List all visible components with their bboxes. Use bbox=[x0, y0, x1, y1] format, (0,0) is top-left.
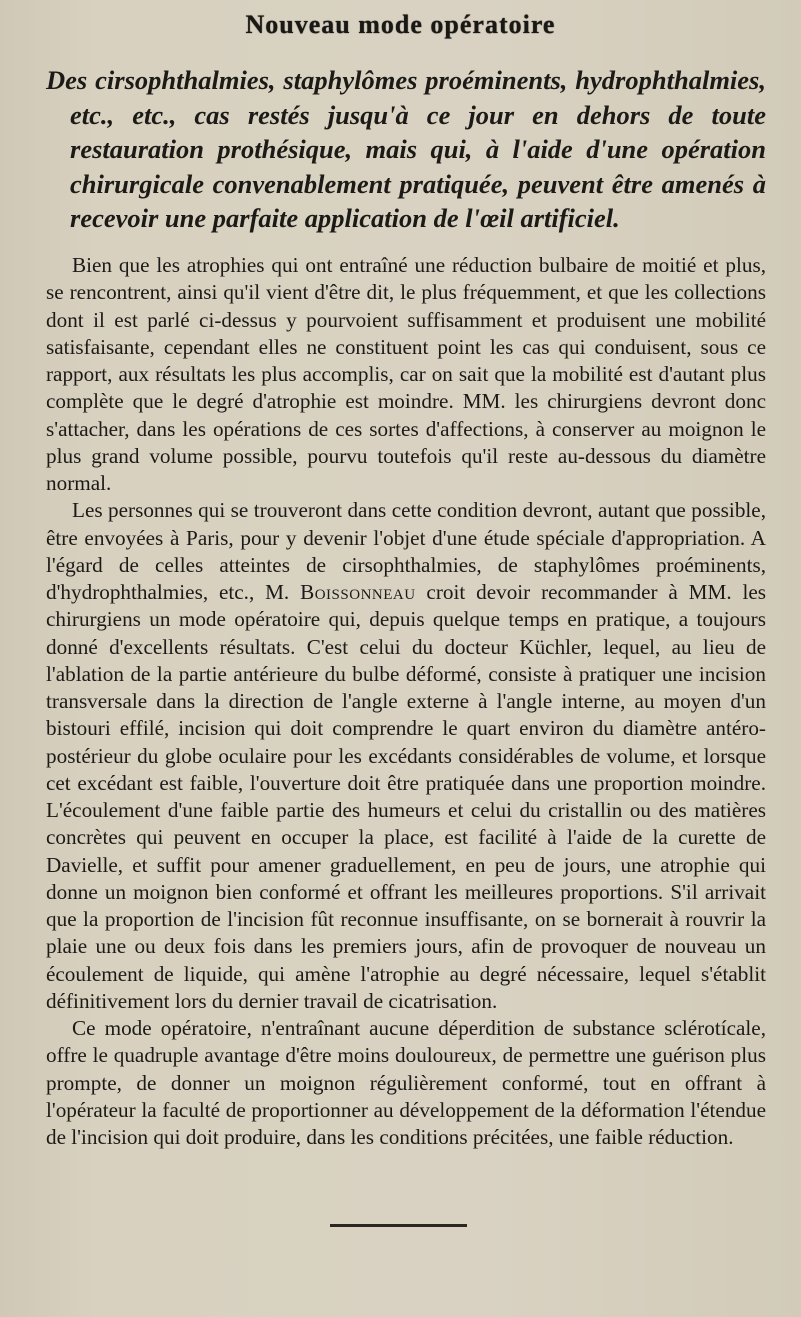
paragraph-2-after: croit devoir recommander à MM. les chirurgiens un mode opératoire qui, depuis quelque temps en pratique, a toujours donné d'excellents résultats. C'est celui du docteur Küchler, lequel, au lieu de l'ablation de la partie antérieure du bulbe déformé, consiste à pratiquer une incision transversale dans la direction de l'angle externe à l'angle interne, au moyen d'un bistouri effilé, incision qui doit comprendre le quart environ du diamètre antéro-postérieur du globe oculaire pour les excédants considérables de volume, et lorsque cet excédant est faible, l'ouverture doit être pratiquée dans une proportion moindre. L'écoulement d'une faible partie des humeurs et celui du cristallin ou des matières concrètes qui peuvent en occuper la place, est facilité à l'aide de la curette de Davielle, et suffit pour amener graduellement, en peu de jours, une atrophie qui donne un moignon bien conformé et offrant les meilleures proportions. S'il arrivait que la proportion de l'incision fût reconnue insuffisante, on se bornerait à rouvrir la plaie une ou deux fois dans les premiers jours, afin de provoquer de nouveau un écoulement de liquide, qui amène l'atrophie au degré nécessaire, lequel s'établit définitivement lors du dernier travail de cicatrisation. bbox=[46, 580, 766, 1013]
paragraph-3: Ce mode opératoire, n'entraînant aucune déperdition de substance sclérotícale, offre le quadruple avantage d'être moins douloureux, de permettre une guérison plus prompte, de donner un moignon régulièrement conformé, tout en offrant à l'opérateur la faculté de proportionner au développement de la déformation l'étendue de l'incision qui doit produire, dans les conditions précitées, une faible réduction. bbox=[46, 1016, 766, 1149]
page-title: Nouveau mode opératoire bbox=[245, 10, 556, 39]
body-text bbox=[46, 252, 766, 1151]
paragraph-2-before: Les personnes qui se trouveront dans cette condition devront, autant que possible, être envoyées à Paris, pour y devenir l'objet d'une étude spéciale d'appropriation. A l'égard de celles atteintes de cirsophthalmies, de staphylômes proéminents, d'hydrophthalmies, etc., M. bbox=[46, 498, 766, 604]
paragraph-2 bbox=[46, 497, 766, 1015]
end-rule bbox=[330, 1224, 467, 1227]
paragraph-1: Bien que les atrophies qui ont entraîné une réduction bulbaire de moitié et plus, se rencontrent, ainsi qu'il vient d'être dit, le plus fréquemment, et que les collections dont il est parlé ci-dessus y pourvoient suffisamment et produisent une mobilité satisfaisante, cependant elles ne constituent point les cas qui conduisent, sous ce rapport, aux résultats les plus accomplis, car on sait que la mobilité est d'autant plus complète que le degré d'atrophie est moindre. MM. les chirurgiens devront donc s'attacher, dans les opérations de ces sortes d'affections, à conserver au moignon le plus grand volume possible, pourvu toutefois qu'il reste au-dessous du diamètre normal. bbox=[46, 253, 766, 495]
author-name: Boissonneau bbox=[300, 580, 416, 604]
intro-italic-paragraph: Des cirsophthalmies, staphylômes proéminents, hydrophthalmies, etc., etc., cas restés jusqu'à ce jour en dehors de toute restauration prothésique, mais qui, à l'aide d'une opération chirurgicale convenablement pratiquée, peuvent être amenés à recevoir une parfaite application de l'œil artificiel. bbox=[46, 65, 766, 233]
